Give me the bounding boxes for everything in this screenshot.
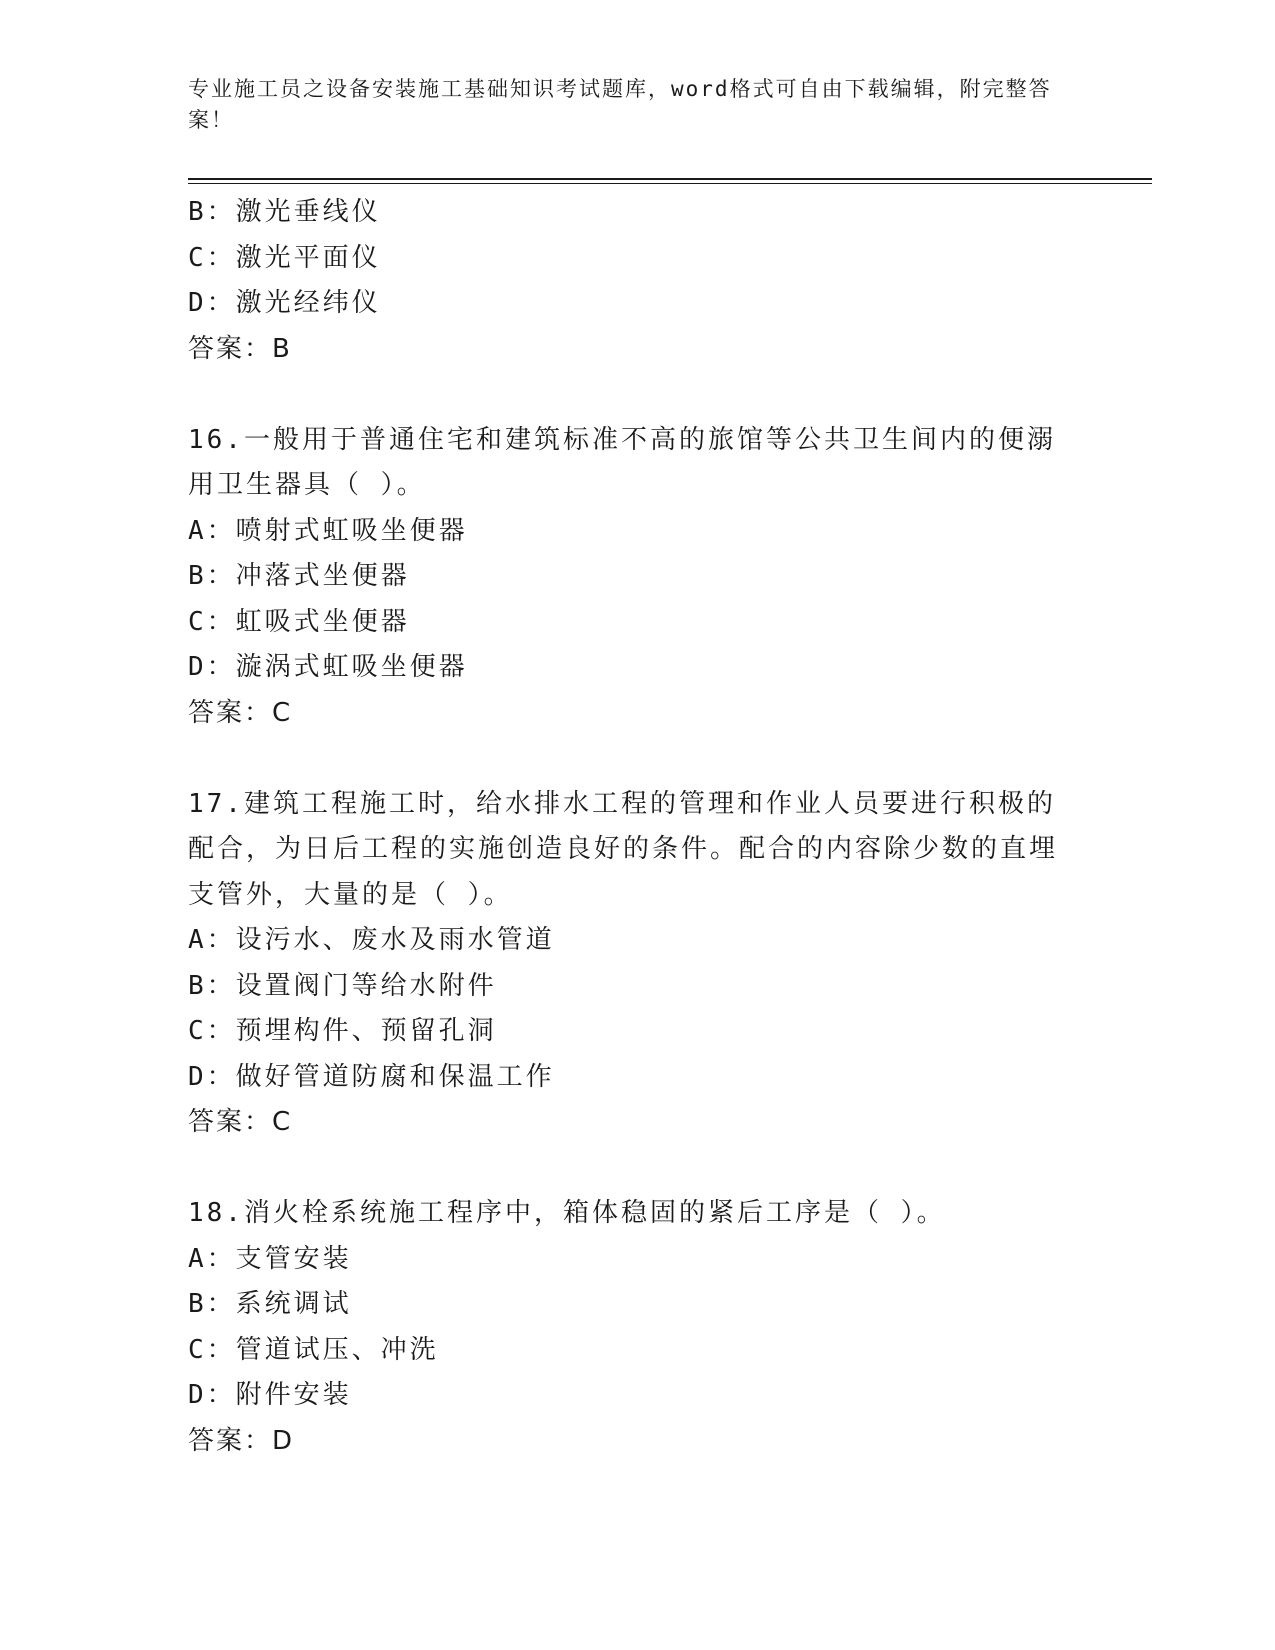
answer-line: 答案：B <box>188 333 292 364</box>
spacer <box>188 372 1078 418</box>
option-a: A：支管安装 <box>188 1243 352 1274</box>
question-block-18 <box>188 1191 1078 1464</box>
option-a: A：喷射式虹吸坐便器 <box>188 515 468 546</box>
option-c: C：管道试压、冲洗 <box>188 1334 439 1365</box>
option-d: D：附件安装 <box>188 1380 352 1410</box>
option-d: D：激光经纬仪 <box>188 288 381 318</box>
option-a: A：设污水、废水及雨水管道 <box>188 925 555 955</box>
option-b: B：设置阀门等给水附件 <box>188 970 497 1001</box>
question-block-17 <box>188 782 1078 1146</box>
header-rule-thick <box>188 178 1152 180</box>
option-d: D：做好管道防腐和保温工作 <box>188 1061 555 1092</box>
option-b: B：冲落式坐便器 <box>188 561 410 591</box>
option-b: B：激光垂线仪 <box>188 197 381 227</box>
question-block-16 <box>188 418 1078 737</box>
spacer <box>188 736 1078 782</box>
document-header: 专业施工员之设备安装施工基础知识考试题库，word格式可自由下载编辑，附完整答案！ <box>188 77 1052 132</box>
header-rule-thin <box>188 183 1152 184</box>
option-c: C：激光平面仪 <box>188 242 381 273</box>
answer-line: 答案：C <box>188 1107 293 1137</box>
question-stem: 17.建筑工程施工时，给水排水工程的管理和作业人员要进行积极的配合，为日后工程的实施创造良好的条件。配合的内容除少数的直埋支管外，大量的是（ ）。 <box>188 788 1059 910</box>
option-c: C：预埋构件、预留孔洞 <box>188 1016 497 1046</box>
question-block-15-continued <box>188 190 1078 372</box>
option-d: D：漩涡式虹吸坐便器 <box>188 652 468 682</box>
answer-line: 答案：C <box>188 697 293 728</box>
option-c: C：虹吸式坐便器 <box>188 606 410 637</box>
option-b: B：系统调试 <box>188 1289 352 1319</box>
spacer <box>188 1146 1078 1192</box>
question-stem: 18.消火栓系统施工程序中，箱体稳固的紧后工序是（ ）。 <box>188 1198 946 1228</box>
question-stem: 16.一般用于普通住宅和建筑标准不高的旅馆等公共卫生间内的便溺用卫生器具（ ）。 <box>188 424 1056 500</box>
answer-line: 答案：D <box>188 1425 295 1456</box>
question-list <box>188 190 1078 1464</box>
